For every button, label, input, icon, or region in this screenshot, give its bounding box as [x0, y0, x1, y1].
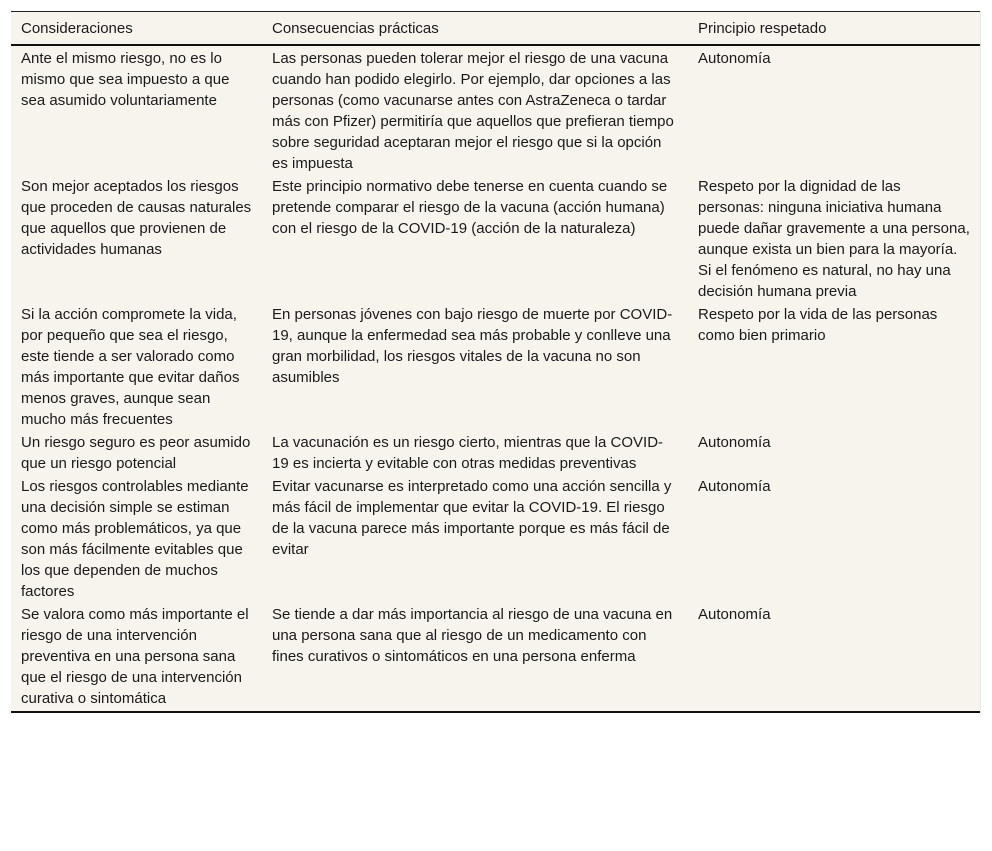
cell-principio: Autonomía	[698, 50, 771, 67]
header-row	[11, 12, 980, 46]
cell-consideracion: Un riesgo seguro es peor asumido que un riesgo potencial	[21, 434, 251, 472]
cell-consideracion: Los riesgos controlables mediante una decisión simple se estiman como más problemáticos, ya que son más fácilmente evitables que los que dependen de muchos factores	[21, 478, 249, 600]
cell-consideracion: Son mejor aceptados los riesgos que proceden de causas naturales que aquellos que provienen de actividades humanas	[21, 178, 252, 258]
cell-consecuencia: La vacunación es un riesgo cierto, mientras que la COVID-19 es incierta y evitable con otras medidas preventivas	[272, 434, 664, 472]
cell-principio: Respeto por la dignidad de las personas: ninguna iniciativa humana puede dañar gravemente a una persona, aunque exista un bien para la mayoría. Si el fenómeno es natural, no hay una decisión humana previa	[698, 178, 970, 300]
risk-considerations-table	[11, 11, 980, 713]
header-consideraciones: Consideraciones	[11, 12, 262, 46]
cell-consecuencia: Este principio normativo debe tenerse en cuenta cuando se pretende comparar el riesgo de la vacuna (acción humana) con el riesgo de la COVID-19 (acción de la naturaleza)	[272, 178, 668, 237]
cell-consideracion: Se valora como más importante el riesgo de una intervención preventiva en una persona sana que el riesgo de una intervención curativa o sintomática	[11, 603, 262, 712]
ethics-table-container	[11, 11, 981, 713]
table-row	[11, 303, 980, 431]
cell-principio: Autonomía	[688, 603, 980, 712]
cell-consideracion: Ante el mismo riesgo, no es lo mismo que sea impuesto a que sea asumido voluntariamente	[21, 50, 230, 109]
cell-consecuencia: Evitar vacunarse es interpretado como una acción sencilla y más fácil de implementar que evitar la COVID-19. El riesgo de la vacuna parece más importante porque es más fácil de evitar	[272, 478, 672, 558]
header-consecuencias: Consecuencias prácticas	[262, 12, 688, 46]
cell-consecuencia: Se tiende a dar más importancia al riesgo de una vacuna en una persona sana que al riesgo de un medicamento con fines curativos o sintomáticos en una persona enferma	[262, 603, 688, 712]
table-row	[11, 603, 980, 712]
cell-consideracion: Si la acción compromete la vida, por pequeño que sea el riesgo, este tiende a ser valorado como más importante que evitar daños menos graves, aunque sean mucho más frecuentes	[21, 306, 240, 428]
cell-principio: Respeto por la vida de las personas como bien primario	[698, 306, 938, 344]
cell-consecuencia: En personas jóvenes con bajo riesgo de muerte por COVID-19, aunque la enfermedad sea más probable y conlleve una gran morbilidad, los riesgos vitales de la vacuna no son asumibles	[272, 306, 673, 386]
table-row	[11, 175, 980, 303]
table-row	[11, 45, 980, 175]
table-row	[11, 475, 980, 603]
table-body	[11, 45, 980, 712]
table-row	[11, 431, 980, 475]
cell-principio: Autonomía	[698, 434, 771, 451]
table-header	[11, 12, 980, 46]
header-principio: Principio respetado	[688, 12, 980, 46]
cell-consecuencia: Las personas pueden tolerar mejor el riesgo de una vacuna cuando han podido elegirlo. Por ejemplo, dar opciones a las personas (como vacunarse antes con AstraZeneca o tardar más con Pfizer) permitiría que aquellos que prefieran tiempo sobre seguridad aceptaran mejor el riesgo que si la opción es impuesta	[272, 50, 674, 172]
cell-principio: Autonomía	[698, 478, 771, 495]
